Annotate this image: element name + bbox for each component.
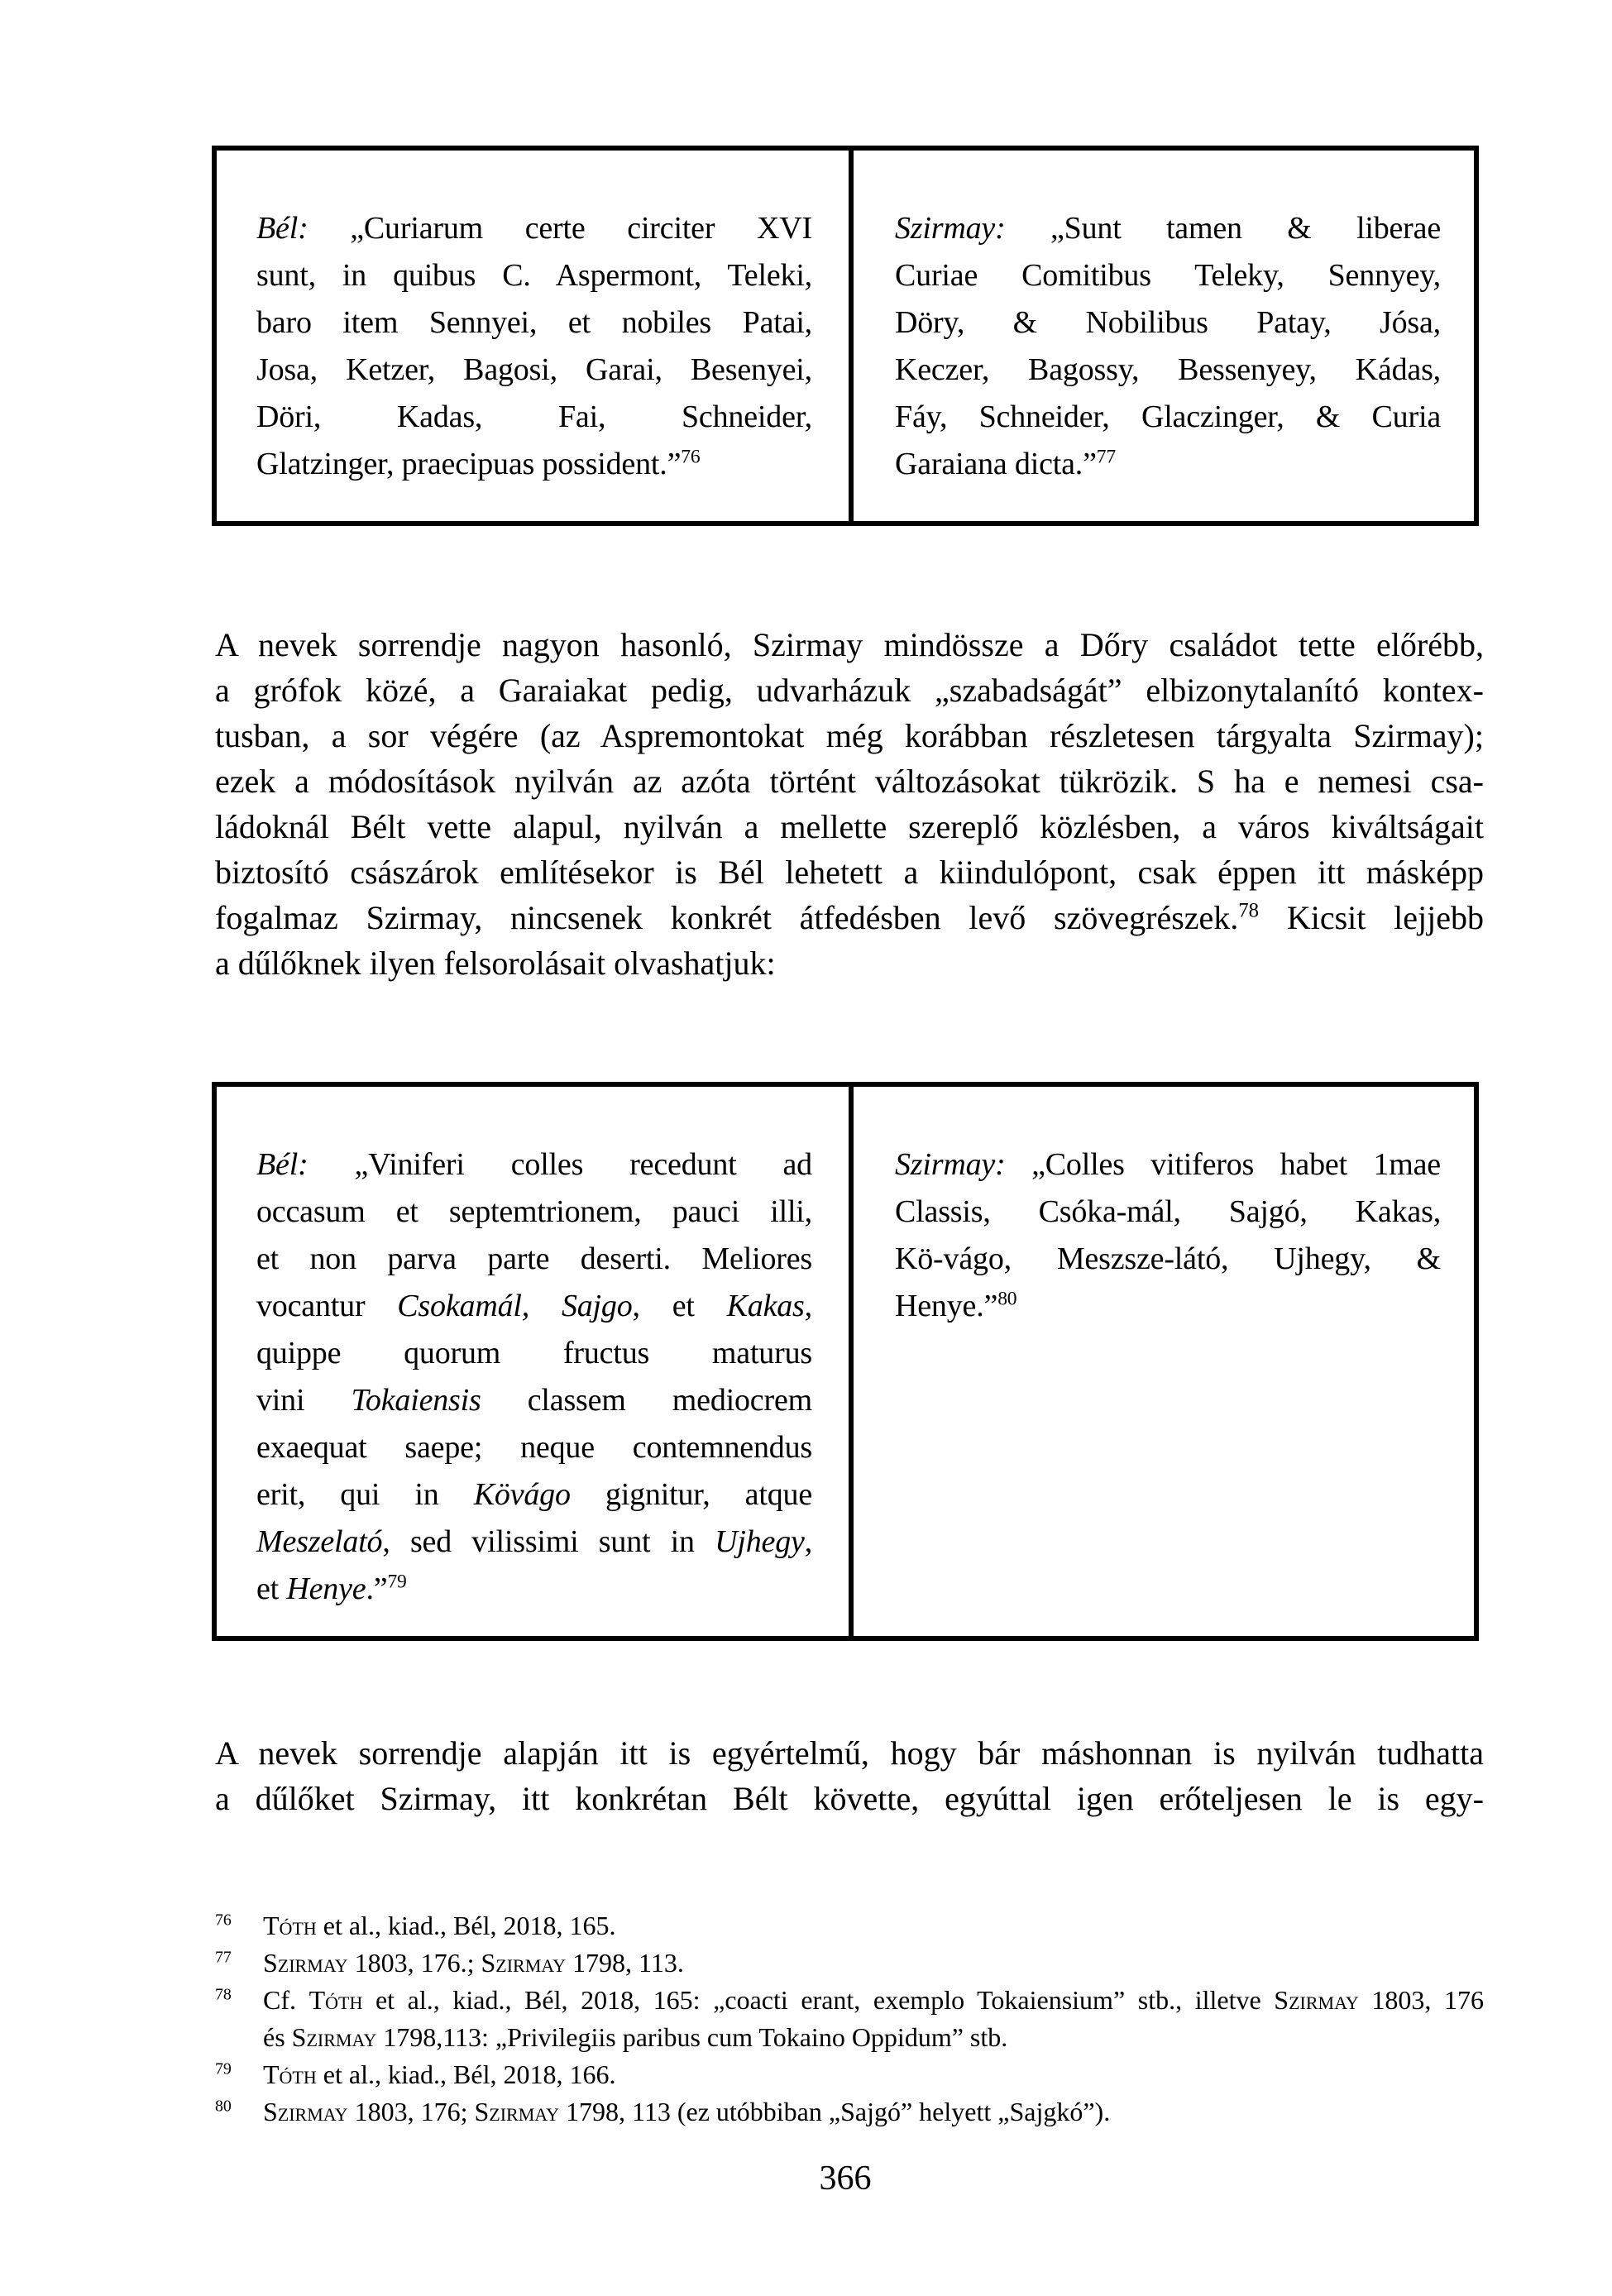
body-paragraph-1 xyxy=(215,622,1484,986)
text-segment: „Colles vitiferos habet 1mae xyxy=(1005,1147,1441,1182)
text-line xyxy=(215,849,1484,895)
quote-text-szirmay-colles xyxy=(895,1141,1441,1330)
text-line xyxy=(895,441,1441,488)
text-segment: , xyxy=(804,1289,812,1323)
text-segment: Szirmay xyxy=(291,2022,377,2052)
text-segment: sunt, in quibus C. Aspermont, Teleki, xyxy=(256,258,812,293)
text-segment: ezek a módosítások nyilván az azóta történt változásokat tükrözik. S ha e nemesi csa- xyxy=(215,763,1484,800)
text-segment: Szirmay xyxy=(1274,1985,1359,2015)
text-segment: Tóth xyxy=(263,1911,317,1940)
quote-comparison-table-curiae xyxy=(212,146,1479,526)
text-segment: vocantur xyxy=(256,1289,398,1323)
text-segment: Kakas xyxy=(726,1289,805,1323)
text-line xyxy=(895,394,1441,441)
text-line xyxy=(215,804,1484,849)
quote-comparison-table-colles xyxy=(212,1082,1479,1641)
text-segment: Henye.” xyxy=(895,1289,998,1323)
text-segment: Curiae Comitibus Teleky, Sennyey, xyxy=(895,258,1441,293)
text-segment: A nevek sorrendje nagyon hasonló, Szirmay mindössze a Dőry családot tette előrébb, xyxy=(215,626,1484,663)
quote-text-bel-curiae xyxy=(256,205,812,488)
quote-column-szirmay-colles xyxy=(854,1087,1474,1636)
footnote-ref: 79 xyxy=(387,1571,407,1593)
text-line xyxy=(256,441,812,488)
text-segment: Classis, Csóka-mál, Sajgó, Kakas, xyxy=(895,1194,1441,1229)
text-segment: 1803, 176.; xyxy=(347,1948,481,1978)
text-segment: A nevek sorrendje alapján itt is egyértelmű, hogy bár máshonnan is nyilván tudhatta xyxy=(215,1734,1484,1772)
text-line xyxy=(256,205,812,252)
footnote-ref: 77 xyxy=(1096,446,1116,468)
text-segment: 1798, 113 (ez utóbbiban „Sajgó” helyett „Sajgkó”). xyxy=(559,2097,1111,2126)
text-line xyxy=(215,758,1484,804)
text-line xyxy=(256,1566,812,1613)
text-line xyxy=(215,1982,1485,2019)
footnote-ref: 78 xyxy=(215,1985,232,2004)
footnote-ref: 76 xyxy=(215,1911,232,1930)
text-segment: Josa, Ketzer, Bagosi, Garai, Besenyei, xyxy=(256,352,812,387)
text-segment: Fáy, Schneider, Glaczinger, & Curia xyxy=(895,399,1441,434)
text-line xyxy=(256,1377,812,1424)
text-segment: Bél: xyxy=(256,1147,309,1182)
text-line xyxy=(895,299,1441,347)
text-line xyxy=(215,1907,1484,1944)
footnote-ref: 78 xyxy=(1238,899,1260,922)
text-segment: erit, qui in xyxy=(256,1477,474,1512)
text-segment: Henye xyxy=(286,1571,366,1606)
text-line xyxy=(895,205,1441,252)
text-segment: 1803, 176; xyxy=(347,2097,475,2126)
text-line xyxy=(215,2056,1484,2093)
text-line xyxy=(215,895,1484,940)
footnote-76 xyxy=(215,1907,1484,1944)
text-line xyxy=(263,2019,1484,2056)
text-segment: Szirmay: xyxy=(895,211,1006,246)
text-line xyxy=(895,1141,1441,1189)
text-segment: Kövágo xyxy=(473,1477,571,1512)
text-segment: Tóth xyxy=(309,1985,363,2015)
text-segment: 1803, 176 xyxy=(1358,1985,1485,2015)
text-line xyxy=(256,1330,812,1377)
footnote-78 xyxy=(215,1982,1484,2056)
text-segment: occasum et septemtrionem, pauci illi, xyxy=(256,1194,812,1229)
text-segment: „Sunt tamen & liberae xyxy=(1005,211,1441,246)
text-line xyxy=(256,252,812,299)
quote-text-bel-colles xyxy=(256,1141,812,1613)
text-line xyxy=(215,940,1484,986)
text-segment: Glatzinger, praecipuas possident.” xyxy=(256,447,682,481)
text-segment: Kicsit lejjebb xyxy=(1259,899,1484,936)
text-segment: 1798, 113. xyxy=(566,1948,684,1978)
text-segment: Bél: xyxy=(256,211,309,246)
text-segment: Tokaiensis xyxy=(351,1383,481,1418)
text-segment: , et xyxy=(632,1289,727,1323)
text-segment: vini xyxy=(256,1383,352,1418)
text-line xyxy=(256,1519,812,1566)
text-segment: Garaiana dicta.” xyxy=(895,447,1097,481)
text-segment: Meszelató xyxy=(256,1524,383,1559)
text-segment: 1798,113: „Privilegiis paribus cum Tokaino Oppidum” stb. xyxy=(376,2022,1008,2052)
text-segment: Kö-vágo, Meszsze-látó, Ujhegy, & xyxy=(895,1241,1441,1276)
text-line xyxy=(895,347,1441,394)
text-segment: Sajgo xyxy=(561,1289,633,1323)
text-segment: Cf. xyxy=(263,1985,309,2015)
text-segment: classem mediocrem xyxy=(481,1383,812,1418)
text-segment: Csokamál, xyxy=(397,1289,530,1323)
text-line xyxy=(215,1776,1484,1821)
footnote-ref: 80 xyxy=(997,1288,1017,1310)
text-segment: Keczer, Bagossy, Bessenyey, Kádas, xyxy=(895,352,1441,387)
text-line xyxy=(895,1283,1441,1330)
text-segment: Tóth xyxy=(263,2059,317,2089)
text-segment: „Viniferi colles recedunt ad xyxy=(308,1147,812,1182)
text-line xyxy=(256,1236,812,1283)
text-line xyxy=(256,1424,812,1471)
text-segment: Döry, & Nobilibus Patay, Jósa, xyxy=(895,305,1441,340)
text-line xyxy=(256,347,812,394)
footnote-80 xyxy=(215,2093,1484,2131)
text-line xyxy=(256,299,812,347)
text-segment: és xyxy=(263,2022,292,2052)
text-segment: , sed vilissimi sunt in xyxy=(382,1524,715,1559)
quote-column-szirmay-curiae xyxy=(854,151,1474,521)
text-line xyxy=(215,1730,1484,1776)
quote-column-bel-colles xyxy=(217,1087,854,1636)
text-line xyxy=(256,1283,812,1330)
footnote-ref: 76 xyxy=(681,446,701,468)
text-segment xyxy=(529,1289,562,1323)
text-segment: Szirmay: xyxy=(895,1147,1006,1182)
text-line xyxy=(215,1944,1484,1982)
text-line xyxy=(215,667,1484,713)
quote-column-bel-curiae xyxy=(217,151,854,521)
text-segment: a dűlőket Szirmay, itt konkrétan Bélt követte, egyúttal igen erőteljesen le is egy- xyxy=(215,1780,1484,1817)
body-paragraph-2 xyxy=(215,1730,1484,1821)
text-line xyxy=(895,252,1441,299)
text-segment: Szirmay xyxy=(263,1948,348,1978)
footnote-ref: 79 xyxy=(215,2059,232,2078)
footnote-ref: 80 xyxy=(215,2097,232,2116)
text-segment: quippe quorum fructus maturus xyxy=(256,1336,812,1370)
text-segment: exaequat saepe; neque contemnendus xyxy=(256,1430,812,1465)
text-line xyxy=(256,1471,812,1519)
quote-text-szirmay-curiae xyxy=(895,205,1441,488)
text-segment: Szirmay xyxy=(474,2097,560,2126)
page-number: 366 xyxy=(819,2160,872,2198)
text-segment: fogalmaz Szirmay, nincsenek konkrét átfedésben levő szövegrészek. xyxy=(215,899,1239,936)
text-line xyxy=(256,1141,812,1189)
footnotes-block xyxy=(215,1907,1484,2131)
text-line xyxy=(215,622,1484,667)
text-segment: Szirmay xyxy=(263,2097,348,2126)
text-segment: ládoknál Bélt vette alapul, nyilván a mellette szereplő közlésben, a város kiváltságait xyxy=(215,808,1484,845)
text-segment: , xyxy=(804,1524,812,1559)
text-segment: et al., kiad., Bél, 2018, 165: „coacti erant, exemplo Tokaiensium” stb., illetve xyxy=(362,1985,1275,2015)
text-line xyxy=(215,713,1484,758)
text-segment: Szirmay xyxy=(481,1948,567,1978)
text-segment: et non parva parte deserti. Meliores xyxy=(256,1241,812,1276)
text-segment: et xyxy=(256,1571,287,1606)
footnote-79 xyxy=(215,2056,1484,2093)
text-line xyxy=(215,2093,1484,2131)
text-line xyxy=(256,1189,812,1236)
footnote-ref: 77 xyxy=(215,1948,232,1967)
text-segment: baro item Sennyei, et nobiles Patai, xyxy=(256,305,812,340)
text-segment: et al., kiad., Bél, 2018, 165. xyxy=(316,1911,616,1940)
text-segment: a dűlőknek ilyen felsorolásait olvashatjuk: xyxy=(215,945,776,982)
text-segment: Ujhegy xyxy=(715,1524,805,1559)
text-segment: biztosító császárok említésekor is Bél lehetett a kiindulópont, csak éppen itt másképp xyxy=(215,854,1484,891)
footnote-77 xyxy=(215,1944,1484,1982)
text-line xyxy=(256,394,812,441)
text-line xyxy=(895,1236,1441,1283)
text-segment: tusban, a sor végére (az Aspremontokat még korábban részletesen tárgyalta Szirmay); xyxy=(215,717,1484,754)
text-segment: a grófok közé, a Garaiakat pedig, udvarházuk „szabadságát” elbizonytalanító kontex- xyxy=(215,672,1484,709)
text-line xyxy=(895,1189,1441,1236)
text-segment: gignitur, atque xyxy=(570,1477,812,1512)
text-segment: Döri, Kadas, Fai, Schneider, xyxy=(256,399,812,434)
text-segment: .” xyxy=(366,1571,388,1606)
text-segment: „Curiarum certe circiter XVI xyxy=(308,211,812,246)
text-segment: et al., kiad., Bél, 2018, 166. xyxy=(316,2059,616,2089)
